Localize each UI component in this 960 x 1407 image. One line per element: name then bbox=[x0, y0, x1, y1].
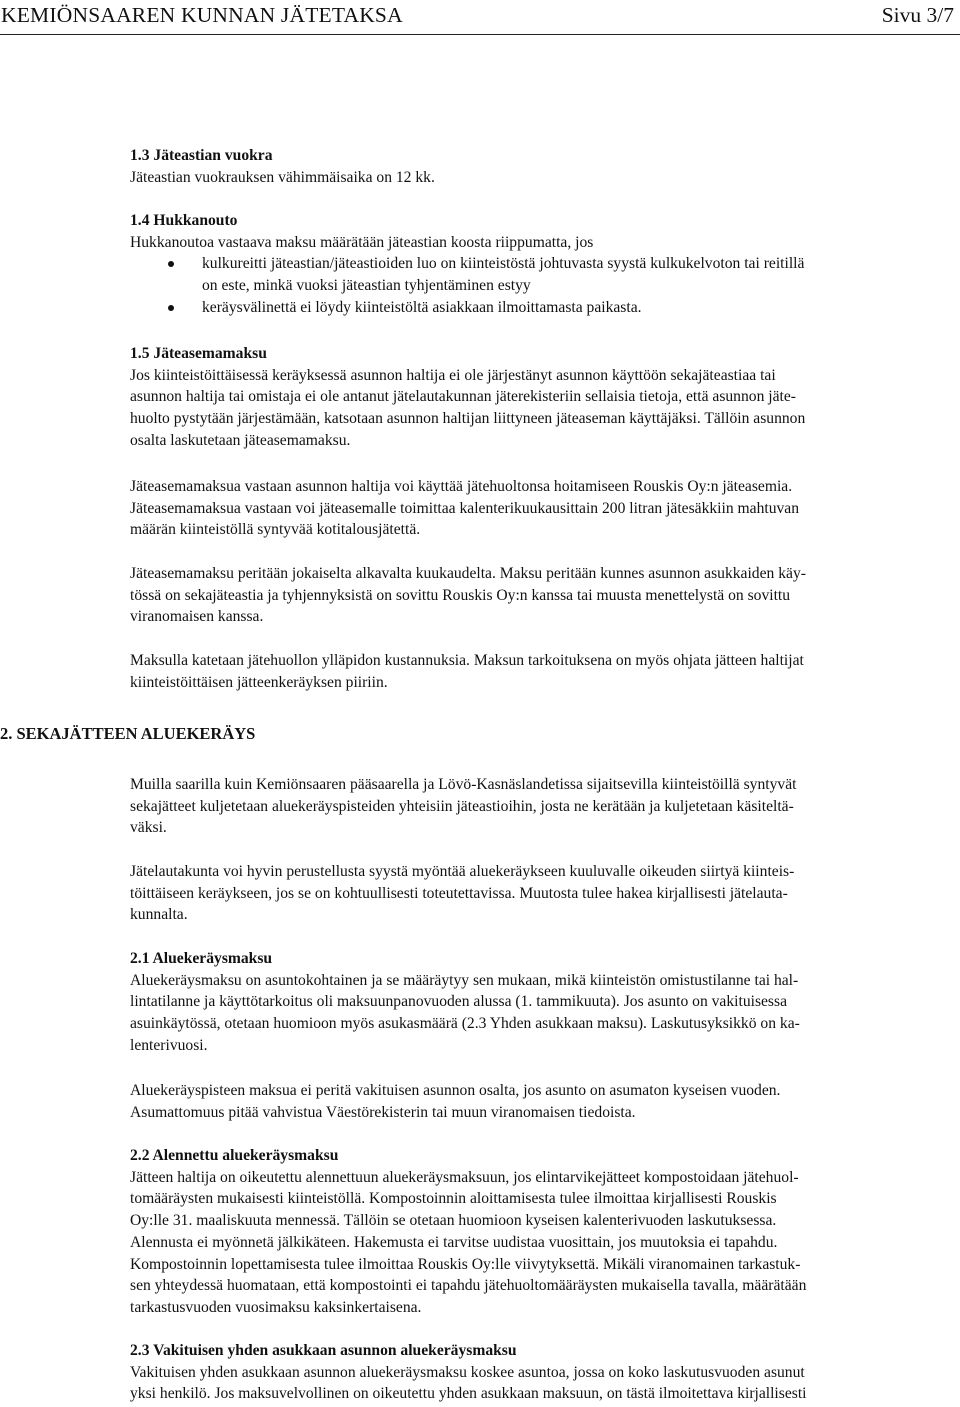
section-heading: 2.1 Aluekeräysmaksu bbox=[130, 950, 273, 967]
paragraph-line: asunnon haltija tai omistaja ei ole antanut jätelautakunnan jäterekisteriin sellaisia tietoja, että asunnon jäte- bbox=[130, 388, 796, 406]
paragraph-line: väksi. bbox=[130, 819, 167, 837]
paragraph-line: töittäiseen keräykseen, jos se on kohtuullisesti toteutettavissa. Muutosta tulee hakea kirjallisesti jätelauta- bbox=[130, 884, 788, 902]
section-2-2 bbox=[130, 1145, 952, 1319]
list-item-line: on este, minkä vuoksi jäteastian tyhjentäminen estyy bbox=[202, 277, 531, 295]
paragraph-line: lintatilanne ja käyttötarkoitus oli maksuunpanovuoden alussa (1. tammikuuta). Jos asunto on vakituisessa bbox=[130, 993, 787, 1011]
paragraph bbox=[130, 365, 952, 452]
section-heading: 2.2 Alennettu aluekeräysmaksu bbox=[130, 1147, 339, 1164]
paragraph-line: Oy:lle 31. maaliskuuta mennessä. Tällöin se otetaan huomioon kyseisen kalenterivuoden laskutuksessa. bbox=[130, 1212, 777, 1230]
paragraph-line: Jos kiinteistöittäisessä keräyksessä asunnon haltija ei ole järjestänyt asunnon käyttöön sekajäteastiaa tai bbox=[130, 366, 776, 384]
paragraph-line: sen yhteydessä huomataan, että kompostointi ei tapahdu jätehuoltomääräysten mukaisella tavalla, määrätään bbox=[130, 1277, 807, 1295]
list-item bbox=[130, 297, 952, 319]
section-1-5-paragraph-3 bbox=[130, 563, 952, 628]
paragraph-line: Vakituisen yhden asukkaan asunnon aluekeräysmaksu koskee asuntoa, jossa on koko laskutusvuoden asunut bbox=[130, 1363, 805, 1381]
paragraph-line: lenterivuosi. bbox=[130, 1036, 208, 1054]
paragraph bbox=[130, 861, 952, 926]
paragraph bbox=[130, 1362, 952, 1405]
paragraph bbox=[130, 650, 952, 693]
paragraph-line: Jätteen haltija on oikeutettu alennettuun aluekeräysmaksuun, jos elintarvikejätteet kompostoidaan jätehuol- bbox=[130, 1168, 799, 1186]
paragraph-line: tössä on sekajäteastia ja tyhjennyksistä on sovittu Rouskis Oy:n kanssa tai muusta menettelystä on sovittu bbox=[130, 586, 791, 604]
paragraph-line: Muilla saarilla kuin Kemiönsaaren pääsaarella ja Lövö-Kasnäslandetissa sijaitsevilla kiinteistöillä syntyvät bbox=[130, 776, 797, 793]
paragraph-line: yksi henkilö. Jos maksuvelvollinen on oikeutettu yhden asukkaan maksuun, on tästä ilmoitettava kirjallisesti bbox=[130, 1385, 807, 1403]
paragraph-line: Jäteasemamaksu peritään jokaiselta alkavalta kuukaudelta. Maksu peritään kunnes asunnon asukkaiden käy- bbox=[130, 565, 806, 582]
list-item-line: kulkureitti jäteastian/jäteastioiden luo on kiinteistöstä johtuvasta syystä kulkukelvoton tai reitillä bbox=[202, 255, 805, 273]
bullet-icon bbox=[168, 305, 174, 311]
paragraph bbox=[130, 970, 952, 1057]
section-1-3 bbox=[130, 145, 952, 188]
paragraph-line: kiinteistöittäisen jätteenkeräyksen piiriin. bbox=[130, 673, 388, 691]
paragraph bbox=[130, 774, 952, 839]
list-item bbox=[130, 253, 952, 296]
paragraph-line: asuinkäytössä, otetaan huomioon myös asukasmäärä (2.3 Yhden asukkaan maksu). Laskutusyksikkö on ka- bbox=[130, 1015, 800, 1033]
chapter-heading: 2. SEKAJÄTTEEN ALUEKERÄYS bbox=[0, 724, 256, 743]
section-heading: 1.5 Jäteasemamaksu bbox=[130, 345, 267, 362]
section-2-1 bbox=[130, 948, 952, 1057]
section-1-5-paragraph-4 bbox=[130, 650, 952, 693]
paragraph-line: Kompostoinnin lopettamisesta tulee ilmoittaa Rouskis Oy:lle viivytyksettä. Mikäli viranomainen tarkastuk- bbox=[130, 1255, 801, 1273]
section-1-5-paragraph-2 bbox=[130, 476, 952, 541]
paragraph-line: viranomaisen kanssa. bbox=[130, 608, 264, 626]
bullet-icon bbox=[168, 261, 174, 267]
paragraph bbox=[130, 563, 952, 628]
paragraph-line: Jäteasemamaksua vastaan voi jäteasemalle toimittaa kalenterikuukausittain 200 litran jätesäkkiin mahtuvan bbox=[130, 499, 800, 517]
paragraph-line: tarkastusvuoden vuosimaksu kaksinkertaisena. bbox=[130, 1298, 422, 1316]
section-2-3 bbox=[130, 1340, 952, 1405]
paragraph-line: Hukkanoutoa vastaava maksu määrätään jäteastian koosta riippumatta, jos bbox=[130, 233, 594, 251]
bullet-list bbox=[130, 253, 952, 318]
section-2-1-paragraph-2 bbox=[130, 1080, 952, 1123]
paragraph-line: Aluekeräyspisteen maksua ei peritä vakituisen asunnon osalta, jos asunto on asumaton kyseisen vuoden. bbox=[130, 1082, 781, 1099]
paragraph-line: huolto pystytään järjestämään, katsotaan asunnon haltijan liittyneen jäteaseman käyttäjäksi. Tällöin asunnon bbox=[130, 410, 806, 428]
paragraph-line: osalta laskutetaan jäteasemamaksu. bbox=[130, 431, 351, 449]
paragraph-line: Jäteastian vuokrauksen vähimmäisaika on 12 kk. bbox=[130, 168, 435, 186]
page-number: Sivu 3/7 bbox=[881, 3, 954, 27]
paragraph-line: Asumattomuus pitää vahvistua Väestörekisterin tai muun viranomaisen tiedoista. bbox=[130, 1103, 636, 1121]
paragraph-line: Alennusta ei myönnetä jälkikäteen. Hakemusta ei tarvitse uudistaa vuosittain, jos muutoksia ei tapahdu. bbox=[130, 1233, 778, 1251]
paragraph bbox=[130, 1080, 952, 1123]
paragraph-line: tomääräysten mukaisesti kiinteistöllä. Kompostoinnin aloittamisesta tulee ilmoittaa kirjallisesti Rouskis bbox=[130, 1190, 777, 1208]
paragraph bbox=[130, 476, 952, 541]
paragraph-line: Jätelautakunta voi hyvin perustellusta syystä myöntää aluekeräykseen kuuluvalle oikeuden siirtyä kiinteis- bbox=[130, 863, 795, 880]
document-title: KEMIÖNSAAREN KUNNAN JÄTETAKSA bbox=[1, 3, 403, 27]
section-2-paragraph-2 bbox=[130, 861, 952, 926]
paragraph-line: määrän kiinteistöllä syntyvää kotitalousjätettä. bbox=[130, 521, 421, 539]
paragraph bbox=[130, 1167, 952, 1319]
section-heading: 1.4 Hukkanouto bbox=[130, 212, 238, 229]
paragraph-line: Maksulla katetaan jätehuollon ylläpidon kustannuksia. Maksun tarkoituksena on myös ohjata jätteen haltijat bbox=[130, 652, 804, 669]
paragraph-line: Jäteasemamaksua vastaan asunnon haltija voi käyttää jätehuoltonsa hoitamiseen Rouskis Oy:n jäteasemia. bbox=[130, 478, 793, 495]
section-1-4 bbox=[130, 210, 952, 319]
section-2-paragraph-1 bbox=[130, 774, 952, 839]
section-heading: 2.3 Vakituisen yhden asukkaan asunnon aluekeräysmaksu bbox=[130, 1342, 517, 1359]
page-header bbox=[0, 0, 960, 35]
list-item-line: keräysvälinettä ei löydy kiinteistöltä asiakkaan ilmoittamasta paikasta. bbox=[202, 298, 642, 316]
paragraph-line: Aluekeräysmaksu on asuntokohtainen ja se määräytyy sen mukaan, mikä kiinteistön omistustilanne tai hal- bbox=[130, 971, 799, 989]
section-heading: 1.3 Jäteastian vuokra bbox=[130, 147, 273, 164]
section-1-5 bbox=[130, 343, 952, 452]
paragraph-line: sekajätteet kuljetetaan aluekeräyspisteiden yhteisiin jäteastioihin, josta ne kerätään ja kuljetetaan käsiteltä- bbox=[130, 797, 794, 815]
paragraph-line: kunnalta. bbox=[130, 906, 188, 924]
